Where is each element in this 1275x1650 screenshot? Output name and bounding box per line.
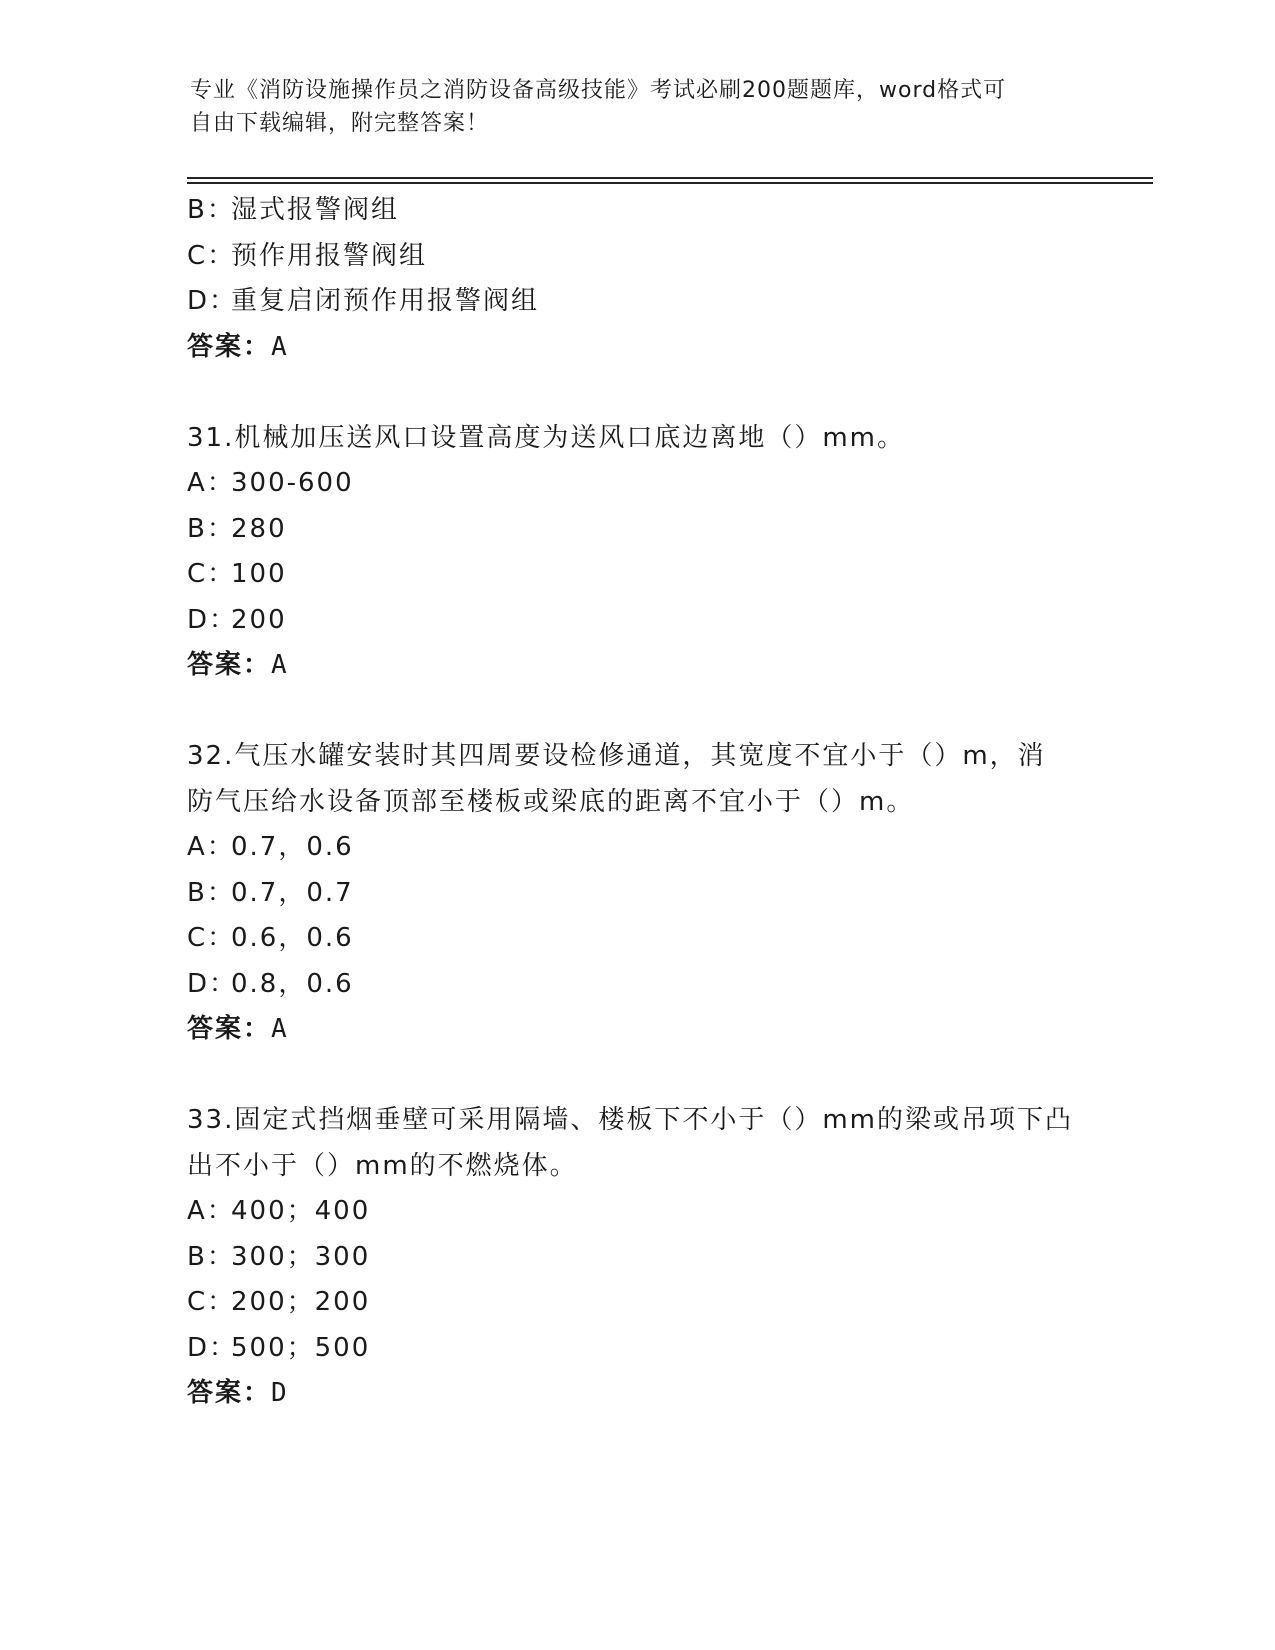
option-d: [187, 598, 1087, 644]
option-b: [187, 1235, 1087, 1281]
spacer: [187, 689, 1087, 735]
option-key: C：: [187, 1287, 236, 1317]
option-text: 300-600: [231, 468, 354, 498]
option-text: 100: [231, 559, 287, 589]
option-text: 0.7，0.6: [231, 832, 354, 862]
header-note: [190, 74, 1090, 140]
question-stem-line-2: 出不小于（）mm的不燃烧体。: [187, 1150, 578, 1181]
option-key: D：: [187, 968, 238, 999]
option-a: [187, 1189, 1087, 1235]
option-b: [187, 507, 1087, 553]
answer-label: 答案：: [187, 650, 272, 680]
option-c: [187, 552, 1087, 598]
option-text: 0.7，0.7: [231, 877, 354, 908]
header-rule-top: [187, 177, 1153, 179]
option-text: 500；500: [231, 1332, 371, 1363]
question-stem-line-1: 33.固定式挡烟垂壁可采用隔墙、楼板下不小于（）mm的梁或吊项下凸: [187, 1105, 1074, 1135]
option-d: [187, 279, 1087, 325]
answer-line: [187, 643, 1087, 689]
option-c: [187, 1280, 1087, 1326]
option-a: [187, 825, 1087, 871]
question-31: [187, 416, 1087, 689]
answer-value: D: [271, 1378, 289, 1408]
answer-line: [187, 1007, 1087, 1053]
question-30-continuation: [187, 188, 1087, 370]
header-line-2: 自由下载编辑，附完整答案！: [190, 111, 490, 136]
question-list: [187, 188, 1087, 1417]
option-c: [187, 234, 1087, 280]
answer-label: 答案：: [187, 331, 272, 362]
question-stem-line-2: 防气压给水设备顶部至楼板或梁底的距离不宜小于（）m。: [187, 786, 915, 817]
option-d: [187, 1326, 1087, 1372]
answer-line: [187, 325, 1087, 371]
option-key: C：: [187, 240, 236, 271]
option-text: 200: [231, 604, 287, 635]
option-text: 280: [231, 513, 287, 544]
option-key: C：: [187, 559, 236, 589]
question-32: [187, 734, 1087, 1053]
option-key: A：: [187, 832, 235, 862]
answer-label: 答案：: [187, 1014, 272, 1044]
option-b: [187, 188, 1087, 234]
answer-value: A: [271, 650, 289, 680]
header-rule-bottom: [187, 182, 1153, 184]
answer-line: [187, 1371, 1087, 1417]
option-text: 湿式报警阀组: [231, 195, 400, 225]
spacer: [187, 370, 1087, 416]
question-stem: 31.机械加压送风口设置高度为送风口底边离地（）mm。: [187, 422, 906, 453]
option-text: 0.8，0.6: [231, 968, 354, 999]
spacer: [187, 1053, 1087, 1099]
option-key: B：: [187, 513, 235, 544]
option-text: 预作用报警阀组: [231, 240, 428, 271]
answer-value: A: [271, 1014, 289, 1044]
option-key: C：: [187, 923, 236, 953]
option-key: B：: [187, 1241, 235, 1272]
option-text: 300；300: [231, 1241, 371, 1272]
question-33: [187, 1098, 1087, 1417]
option-text: 重复启闭预作用报警阀组: [231, 286, 540, 316]
option-key: D：: [187, 1332, 238, 1363]
question-stem-line-1: 32.气压水罐安装时其四周要设检修通道，其宽度不宜小于（）m，消: [187, 741, 1046, 771]
option-c: [187, 916, 1087, 962]
answer-label: 答案：: [187, 1378, 272, 1408]
option-text: 0.6，0.6: [231, 923, 354, 953]
header-line-1: 专业《消防设施操作员之消防设备高级技能》考试必刷200题题库，word格式可: [190, 78, 1007, 103]
option-key: A：: [187, 1196, 235, 1226]
option-key: D：: [187, 286, 238, 316]
option-key: A：: [187, 468, 235, 498]
option-key: B：: [187, 877, 235, 908]
option-key: B：: [187, 195, 235, 225]
option-key: D：: [187, 604, 238, 635]
option-a: [187, 461, 1087, 507]
option-d: [187, 962, 1087, 1008]
option-text: 400；400: [231, 1196, 371, 1226]
option-text: 200；200: [231, 1287, 371, 1317]
answer-value: A: [271, 331, 289, 362]
option-b: [187, 871, 1087, 917]
